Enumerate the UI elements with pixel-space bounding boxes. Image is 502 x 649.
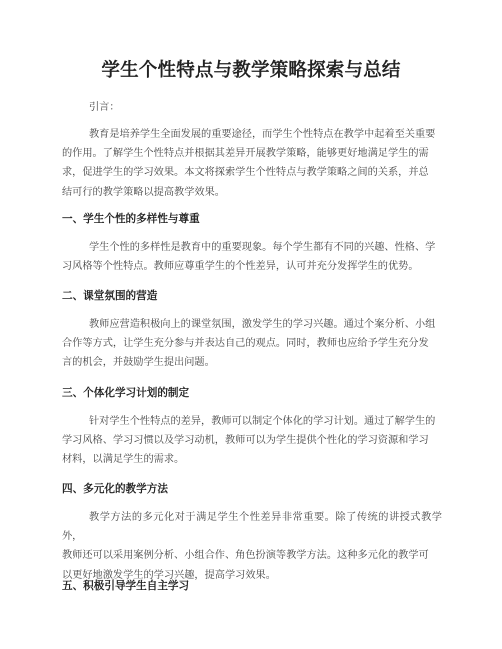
paragraph-line: 教育是培养学生全面发展的重要途径，而学生个性特点在教学中起着至关重要 xyxy=(89,129,436,140)
section-paragraph xyxy=(62,238,442,276)
paragraph-line: 材料，以满足学生的需求。 xyxy=(62,454,185,466)
section-heading: 三、个体化学习计划的制定 xyxy=(62,387,190,399)
section-paragraph xyxy=(62,412,442,470)
section-heading: 四、多元化的教学方法 xyxy=(62,483,168,495)
paragraph-line: 针对学生个性特点的差异，教师可以制定个体化的学习计划。通过了解学生的 xyxy=(89,416,436,427)
intro-paragraph xyxy=(62,125,442,202)
paragraph-line: 求，促进学生的学习效果。本文将探索学生个性特点与教学策略之间的关系，并总 xyxy=(62,167,429,179)
paragraph-line: 教师还可以采用案例分析、小组合作、角色扮演等教学方法。这种多元化的教学可 xyxy=(62,550,429,562)
paragraph-line: 以更好地激发学生的学习兴趣，提高学习效果。 xyxy=(62,569,276,581)
section-paragraph xyxy=(62,315,442,373)
section-heading: 二、课堂氛围的营造 xyxy=(62,290,158,302)
paragraph-line: 教学方法的多元化对于满足学生个性差异非常重要。除了传统的讲授式教学外， xyxy=(62,512,442,543)
paragraph-line: 教师应营造积极向上的课堂氛围，激发学生的学习兴趣。通过个案分析、小组 xyxy=(89,319,436,330)
intro-label: 引言： xyxy=(89,102,120,113)
paragraph-line: 的作用。了解学生个性特点并根据其差异开展教学策略，能够更好地满足学生的需 xyxy=(62,148,429,160)
paragraph-line: 学生个性的多样性是教育中的重要现象。每个学生都有不同的兴趣、性格、学 xyxy=(89,242,436,253)
page-title: 学生个性特点与教学策略探索与总结 xyxy=(101,60,401,81)
paragraph-line: 习风格等个性特点。教师应尊重学生的个性差异，认可并充分发挥学生的优势。 xyxy=(62,261,419,273)
section-heading: 一、学生个性的多样性与尊重 xyxy=(62,213,200,225)
section-heading: 五、积极引导学生自主学习 xyxy=(62,580,190,592)
paragraph-line: 言的机会，并鼓励学生提出问题。 xyxy=(62,357,215,369)
paragraph-line: 合作等方式，让学生充分参与并表达自己的观点。同时，教师也应给予学生充分发 xyxy=(62,338,429,350)
paragraph-line: 结可行的教学策略以提高教学效果。 xyxy=(62,186,225,198)
section-paragraph xyxy=(62,508,442,585)
paragraph-line: 学习风格、学习习惯以及学习动机，教师可以为学生提供个性化的学习资源和学习 xyxy=(62,435,429,447)
